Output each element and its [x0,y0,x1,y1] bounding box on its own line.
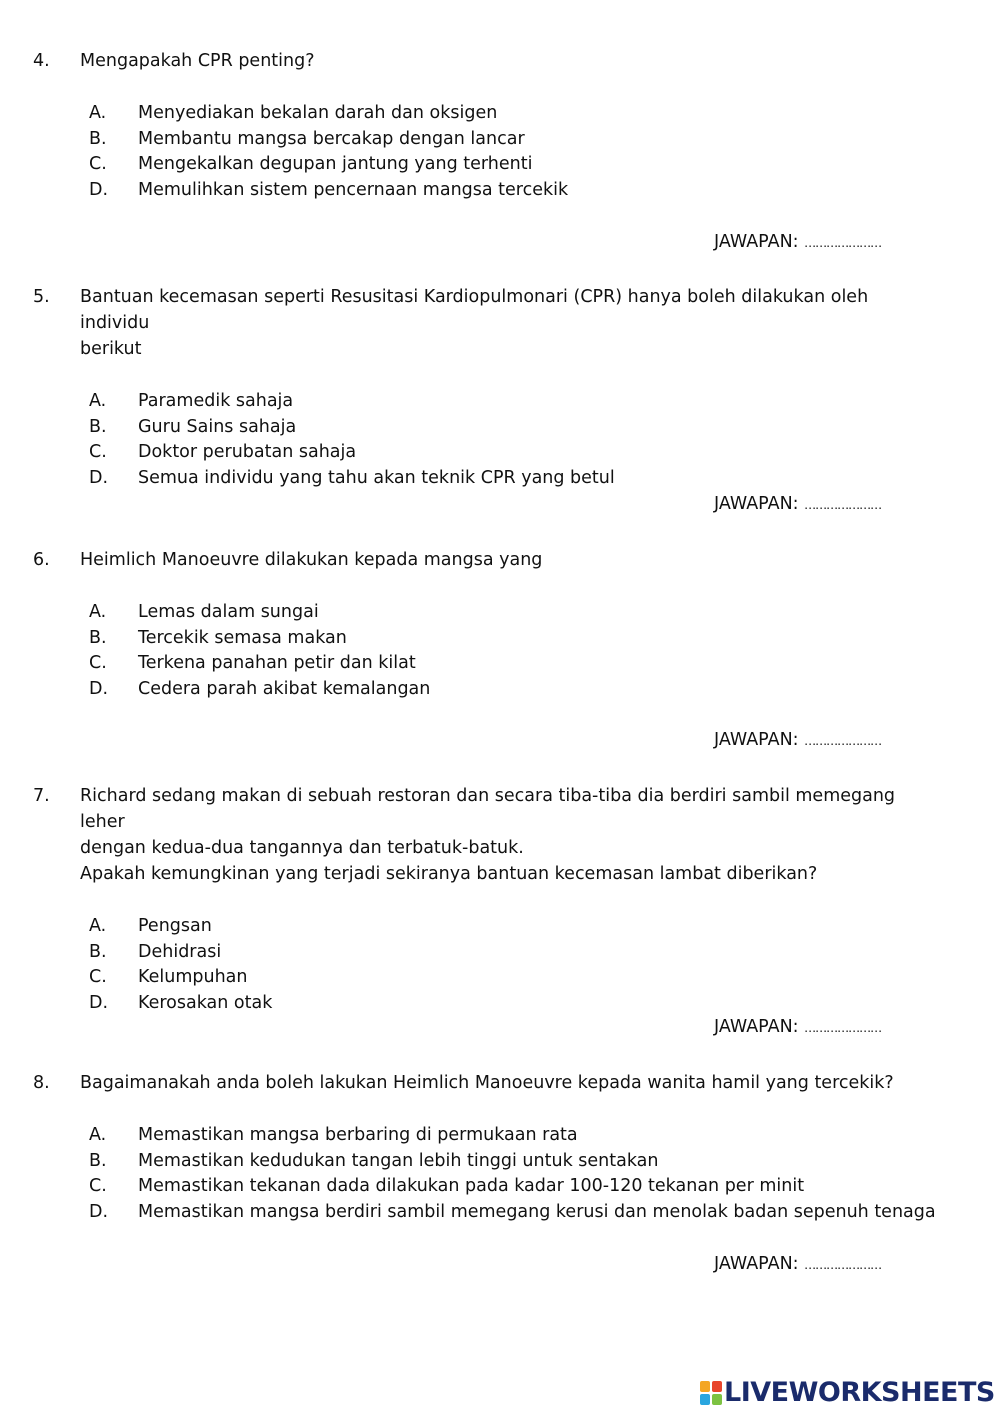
logo-mark-icon [700,1381,722,1405]
option-text: Memastikan mangsa berbaring di permukaan rata [138,1125,578,1145]
options-list [0,388,1000,491]
option-d[interactable] [0,177,1000,203]
option-c[interactable] [0,964,1000,990]
question-8 [0,1070,1000,1225]
option-letter: C. [89,154,107,175]
answer-label: JAWAPAN: [714,1254,799,1274]
option-text: Guru Sains sahaja [138,416,297,437]
option-a[interactable] [0,913,1000,939]
option-c[interactable] [0,1173,1000,1199]
question-text: Heimlich Manoeuvre dilakukan kepada mangsa yang [80,550,543,570]
question-6 [0,547,1000,702]
question-4 [0,48,1000,203]
option-b[interactable] [0,126,1000,152]
option-d[interactable] [0,465,1000,491]
option-text: Paramedik sahaja [138,391,294,411]
option-letter: C. [89,653,107,674]
option-text: Menyediakan bekalan darah dan oksigen [138,103,498,123]
option-letter: B. [89,416,107,437]
answer-line-8 [714,1251,881,1278]
option-text: Kerosakan otak [138,993,273,1014]
option-d[interactable] [0,990,1000,1016]
option-letter: C. [89,442,107,463]
option-text: Lemas dalam sungai [138,602,319,622]
question-text: Bagaimanakah anda boleh lakukan Heimlich Manoeuvre kepada wanita hamil yang tercekik? [80,1073,894,1093]
option-text: Pengsan [138,916,212,936]
option-d[interactable] [0,1199,1000,1225]
option-a[interactable] [0,388,1000,414]
option-letter: C. [89,1176,107,1197]
question-text: Bantuan kecemasan seperti Resusitasi Kardiopulmonari (CPR) hanya boleh dilakukan oleh individu berikut [80,287,869,359]
option-c[interactable] [0,151,1000,177]
option-letter: A. [89,391,107,411]
option-letter: D. [89,180,109,201]
logo-square-4 [712,1394,722,1405]
question-number: 7. [33,786,50,806]
option-text: Terkena panahan petir dan kilat [138,653,416,674]
logo-square-2 [712,1381,722,1392]
answer-label: JAWAPAN: [714,232,799,252]
option-c[interactable] [0,650,1000,676]
answer-blank[interactable]: ………………… [804,236,882,250]
answer-blank[interactable]: ………………… [804,1258,882,1272]
liveworksheets-logo[interactable] [700,1378,995,1408]
answer-line-4 [714,229,881,256]
option-text: Memastikan mangsa berdiri sambil memegang kerusi dan menolak badan sepenuh tenaga [138,1202,936,1223]
option-a[interactable] [0,100,1000,126]
option-b[interactable] [0,625,1000,651]
option-c[interactable] [0,439,1000,465]
options-list [0,1122,1000,1225]
option-letter: B. [89,128,107,149]
option-a[interactable] [0,599,1000,625]
question-number: 6. [33,550,50,570]
question-7 [0,783,1000,1016]
option-b[interactable] [0,1148,1000,1174]
option-text: Mengekalkan degupan jantung yang terhenti [138,154,533,175]
option-text: Semua individu yang tahu akan teknik CPR yang betul [138,468,615,489]
logo-square-3 [700,1394,710,1405]
option-letter: B. [89,1150,107,1171]
option-letter: A. [89,1125,107,1145]
question-text: Mengapakah CPR penting? [80,51,315,71]
option-letter: D. [89,993,109,1014]
option-letter: B. [89,627,107,648]
options-list [0,913,1000,1016]
option-b[interactable] [0,939,1000,965]
answer-blank[interactable]: ………………… [804,734,882,748]
question-text: Richard sedang makan di sebuah restoran dan secara tiba-tiba dia berdiri sambil memegang leher dengan kedua-dua tangannya dan terbatuk-batuk. Apakah kemungkinan yang terjadi sekiranya bantuan kecemasan lambat diberikan? [80,786,896,884]
option-letter: B. [89,941,107,962]
answer-line-6 [714,727,881,754]
option-letter: C. [89,967,107,988]
question-5 [0,284,1000,491]
option-letter: D. [89,1202,109,1223]
answer-blank[interactable]: ………………… [804,1021,882,1035]
option-text: Tercekik semasa makan [138,627,347,648]
answer-line-7 [714,1014,881,1041]
answer-blank[interactable]: ………………… [804,498,882,512]
option-text: Dehidrasi [138,941,222,962]
option-letter: D. [89,679,109,700]
answer-label: JAWAPAN: [714,494,799,514]
options-list [0,599,1000,702]
option-text: Membantu mangsa bercakap dengan lancar [138,128,525,149]
option-letter: A. [89,103,107,123]
option-letter: D. [89,468,109,489]
option-text: Kelumpuhan [138,967,248,988]
logo-square-1 [700,1381,710,1392]
answer-label: JAWAPAN: [714,1017,799,1037]
logo-text: LIVEWORKSHEETS [724,1377,995,1408]
question-number: 4. [33,51,50,71]
option-b[interactable] [0,414,1000,440]
option-text: Memulihkan sistem pencernaan mangsa tercekik [138,180,569,201]
option-letter: A. [89,916,107,936]
answer-line-5 [714,491,881,518]
option-a[interactable] [0,1122,1000,1148]
option-text: Memastikan kedudukan tangan lebih tinggi untuk sentakan [138,1150,659,1171]
question-number: 5. [33,287,50,307]
option-d[interactable] [0,676,1000,702]
option-letter: A. [89,602,107,622]
option-text: Doktor perubatan sahaja [138,442,357,463]
question-number: 8. [33,1073,50,1093]
option-text: Cedera parah akibat kemalangan [138,679,431,700]
answer-label: JAWAPAN: [714,730,799,750]
options-list [0,100,1000,203]
option-text: Memastikan tekanan dada dilakukan pada kadar 100-120 tekanan per minit [138,1176,805,1197]
